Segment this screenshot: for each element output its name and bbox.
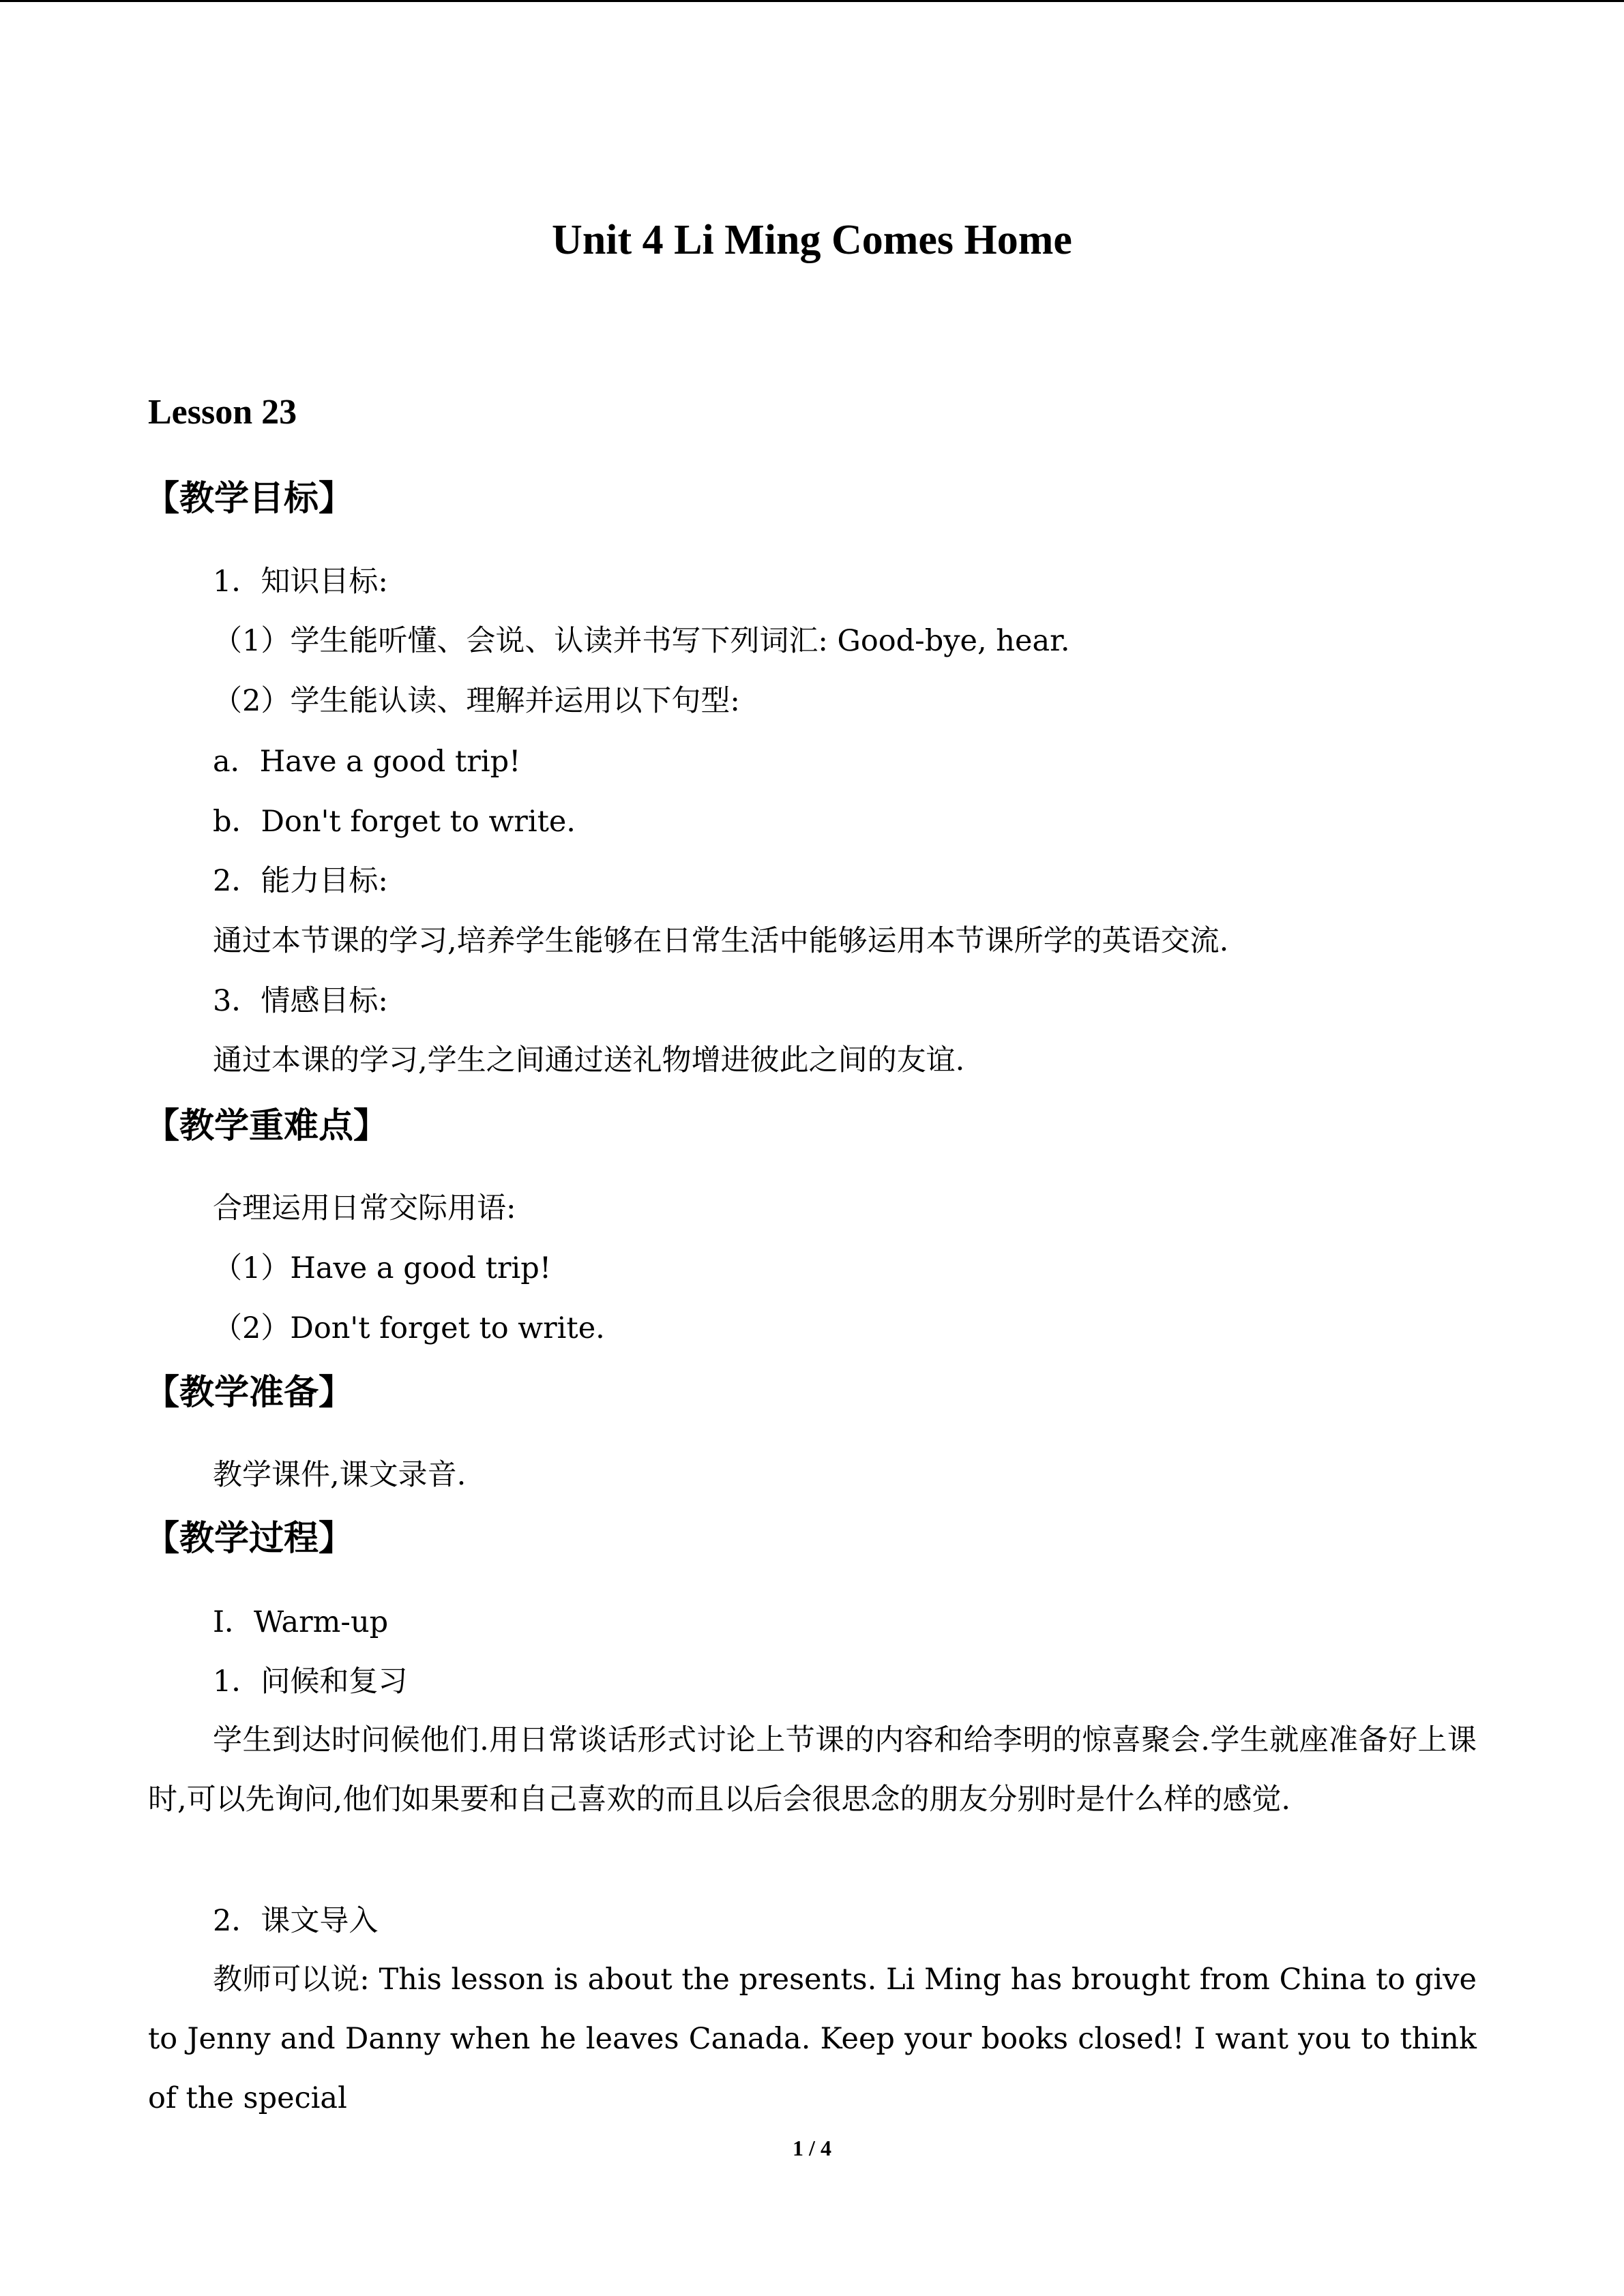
process-paragraph: 教师可以说: This lesson is about the presents. Li Ming has brought from China to give to Jenny and Danny when he leaves Canada. Keep your books closed! I want you to think of the special (148, 1963, 1477, 2115)
process-line: 1．问候和复习 (213, 1665, 408, 1699)
key-point-line: （1）Have a good trip! (213, 1251, 552, 1285)
top-border-line (0, 0, 1624, 2)
section-heading-objectives: 【教学目标】 (145, 479, 354, 519)
section-heading-process: 【教学过程】 (145, 1519, 354, 1559)
objective-line: （2）学生能认读、理解并运用以下句型: (213, 684, 740, 718)
page-number: 1 / 4 (793, 2136, 831, 2160)
lesson-heading: Lesson 23 (148, 393, 297, 432)
section-heading-key-points: 【教学重难点】 (145, 1106, 389, 1146)
preparation-line: 教学课件,课文录音. (213, 1458, 467, 1492)
key-point-line: 合理运用日常交际用语: (213, 1191, 516, 1225)
process-subheading: 2．课文导入 (213, 1904, 379, 1938)
objective-line: 通过本节课的学习,培养学生能够在日常生活中能够运用本节课所学的英语交流. (213, 924, 1229, 958)
objective-line: a．Have a good trip! (213, 745, 521, 779)
objective-line: 通过本课的学习,学生之间通过送礼物增进彼此之间的友谊. (213, 1043, 965, 1077)
objective-line: 2．能力目标: (213, 864, 388, 898)
section-heading-preparation: 【教学准备】 (145, 1373, 354, 1413)
objective-line: 1．知识目标: (213, 565, 388, 599)
key-point-line: （2）Don't forget to write. (213, 1311, 605, 1345)
objective-line: b．Don't forget to write. (213, 805, 576, 839)
process-paragraph: 学生到达时问候他们.用日常谈话形式讨论上节课的内容和给李明的惊喜聚会.学生就座准备好上课时,可以先询问,他们如果要和自己喜欢的而且以后会很思念的朋友分别时是什么样的感觉. (148, 1723, 1477, 1817)
objective-line: （1）学生能听懂、会说、认读并书写下列词汇: Good-bye, hear. (213, 624, 1070, 658)
document-title: Unit 4 Li Ming Comes Home (552, 217, 1072, 263)
objective-line: 3．情感目标: (213, 984, 388, 1018)
process-line: I．Warm-up (213, 1605, 389, 1639)
